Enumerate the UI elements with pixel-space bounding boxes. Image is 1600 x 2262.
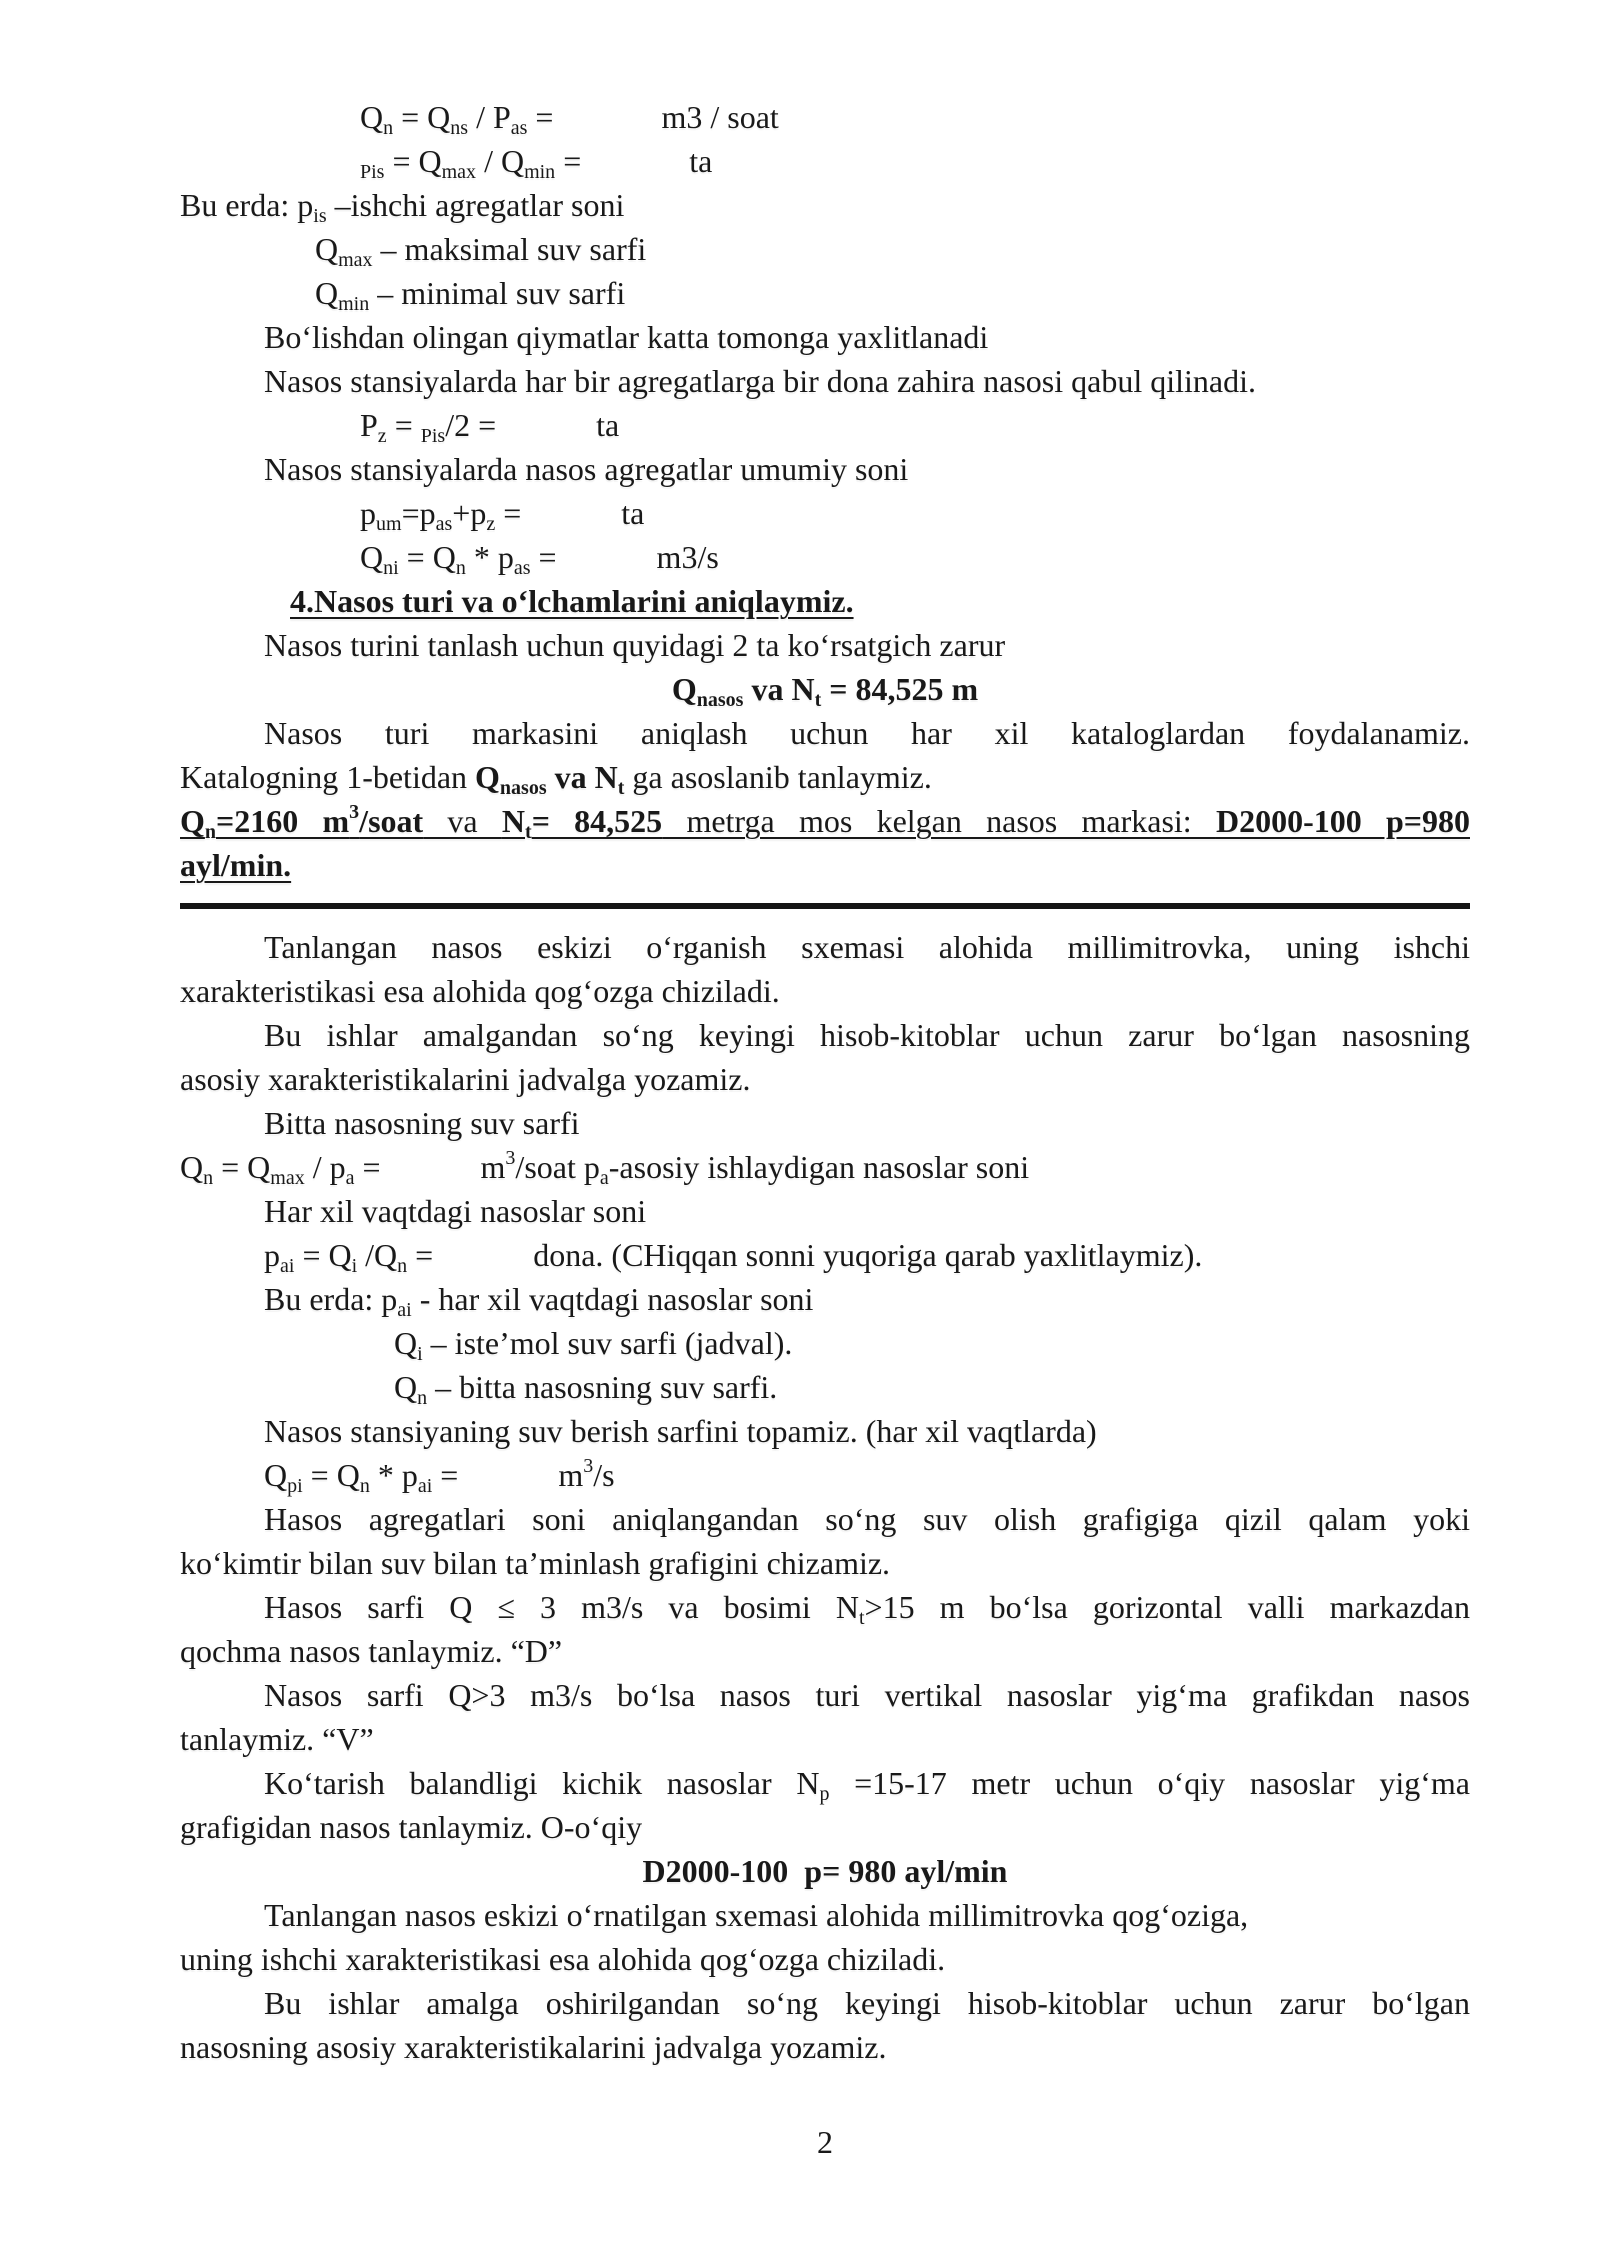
pump-model-heading: D2000-100 p= 980 ayl/min bbox=[642, 1853, 1008, 1889]
formula-line: $Q_n = Q_{max} / p_a$ = $m^3$/soat $p_a$-asosiy ishlaydigan nasoslar soni bbox=[180, 1147, 1030, 1189]
text-line: Bu erda: $p_{is}$ –ishchi agregatlar soni bbox=[180, 187, 625, 227]
text-line: Bu erda: $p_{ai}$ - har xil vaqtdagi nasoslar soni bbox=[264, 1281, 814, 1321]
pump-selection-result: $Q_n=2160$ $m^3$/soat va $N_t= 84,525$ metrga mos kelgan nasos markasi: D2000-100 p=980 bbox=[180, 801, 1470, 843]
formula-line: $Q_{max}$ – maksimal suv sarfi bbox=[315, 231, 647, 271]
text-line: Har xil vaqtdagi nasoslar soni bbox=[264, 1193, 647, 1229]
text-line: tanlaymiz. “V” bbox=[180, 1721, 374, 1757]
text-line: Bu ishlar amalgandan so‘ng keyingi hisob-kitoblar uchun zarur bo‘lgan nasosning bbox=[264, 1017, 1470, 1053]
pump-selection-result: ayl/min. bbox=[180, 847, 292, 883]
text-line: qochma nasos tanlaymiz. “D” bbox=[180, 1633, 563, 1669]
text-line: Nasos turini tanlash uchun quyidagi 2 ta ko‘rsatgich zarur bbox=[264, 627, 1006, 663]
text-line: Nasos stansiyalarda nasos agregatlar umumiy soni bbox=[264, 451, 909, 487]
section-heading: 4.Nasos turi va o‘lchamlarini aniqlaymiz. bbox=[290, 583, 854, 619]
section-divider bbox=[180, 903, 1470, 909]
text-line: Tanlangan nasos eskizi o‘rnatilgan sxemasi alohida millimitrovka qog‘oziga, bbox=[264, 1897, 1249, 1933]
selection-criteria-heading: $Q_{nasos}$ va $N_t = 84,525$ m bbox=[671, 671, 979, 711]
text-line: Bu ishlar amalga oshirilgandan so‘ng keyingi hisob-kitoblar uchun zarur bo‘lgan bbox=[264, 1985, 1470, 2021]
formula-line: $Q_n = Q_{ns} / P_{as} = m3$ / soat bbox=[360, 99, 779, 139]
formula-line: $Q_i$ – iste’mol suv sarfi (jadval). bbox=[394, 1325, 793, 1365]
text-line: Nasos sarfi Q>3 m3/s bo‘lsa nasos turi vertikal nasoslar yig‘ma grafikdan nasos bbox=[264, 1677, 1470, 1713]
text-line: Katalogning 1-betidan $Q_{nasos}$ va $N_t$ ga asoslanib tanlaymiz. bbox=[180, 759, 932, 799]
text-line: Nasos stansiyalarda har bir agregatlarga bir dona zahira nasosi qabul qilinadi. bbox=[264, 363, 1256, 399]
text-line: Bitta nasosning suv sarfi bbox=[264, 1105, 580, 1141]
formula-line: $_{Pis} = Q_{max} / Q_{min}$ = ta bbox=[360, 143, 713, 183]
text-line: xarakteristikasi esa alohida qog‘ozga chiziladi. bbox=[180, 973, 780, 1009]
text-line: nasosning asosiy xarakteristikalarini jadvalga yozamiz. bbox=[180, 2029, 887, 2065]
formula-line: $Q_n$ – bitta nasosning suv sarfi. bbox=[394, 1369, 778, 1409]
formula-line: $Q_{min}$ – minimal suv sarfi bbox=[315, 275, 626, 315]
page-footer bbox=[180, 2120, 1470, 2164]
text-line: Ko‘tarish balandligi kichik nasoslar $N_p =15-17$ metr uchun o‘qiy nasoslar yig‘ma bbox=[264, 1765, 1470, 1805]
text-line: uning ishchi xarakteristikasi esa alohida qog‘ozga chiziladi. bbox=[180, 1941, 946, 1977]
formula-line: $P_z = _{Pis}/2$ = ta bbox=[360, 407, 620, 447]
text-line: grafigidan nasos tanlaymiz. O-o‘qiy bbox=[180, 1809, 643, 1845]
text-line: Nasos turi markasini aniqlash uchun har xil kataloglardan foydalanamiz. bbox=[264, 715, 1470, 751]
formula-line: $p_{ai} = Q_i$ $/Q_n$ = dona. (CHiqqan sonni yuqoriga qarab yaxlitlaymiz). bbox=[264, 1237, 1203, 1277]
text-line: Tanlangan nasos eskizi o‘rganish sxemasi alohida millimitrovka, uning ishchi bbox=[264, 929, 1470, 965]
text-line: ko‘kimtir bilan suv bilan ta’minlash grafigini chizamiz. bbox=[180, 1545, 891, 1581]
text-line: Hasos sarfi Q ≤ 3 m3/s va bosimi $N_t>15$ m bo‘lsa gorizontal valli markazdan bbox=[264, 1589, 1470, 1629]
text-line: Hasos agregatlari soni aniqlangandan so‘ng suv olish grafigiga qizil qalam yoki bbox=[264, 1501, 1470, 1537]
formula-line: $p_{um}=p_{as}+p_z$ = ta bbox=[360, 495, 645, 535]
text-line: Bo‘lishdan olingan qiymatlar katta tomonga yaxlitlanadi bbox=[264, 319, 989, 355]
formula-line: $Q_{ni} = Q_n * p_{as} = m3/s$ bbox=[360, 539, 719, 579]
formula-line: $Q_{pi} = Q_n * p_{ai} = m^3/s$ bbox=[264, 1455, 615, 1497]
text-line: Nasos stansiyaning suv berish sarfini topamiz. (har xil vaqtlarda) bbox=[264, 1413, 1097, 1449]
page-number: 2 bbox=[817, 2124, 833, 2160]
text-line: asosiy xarakteristikalarini jadvalga yozamiz. bbox=[180, 1061, 751, 1097]
